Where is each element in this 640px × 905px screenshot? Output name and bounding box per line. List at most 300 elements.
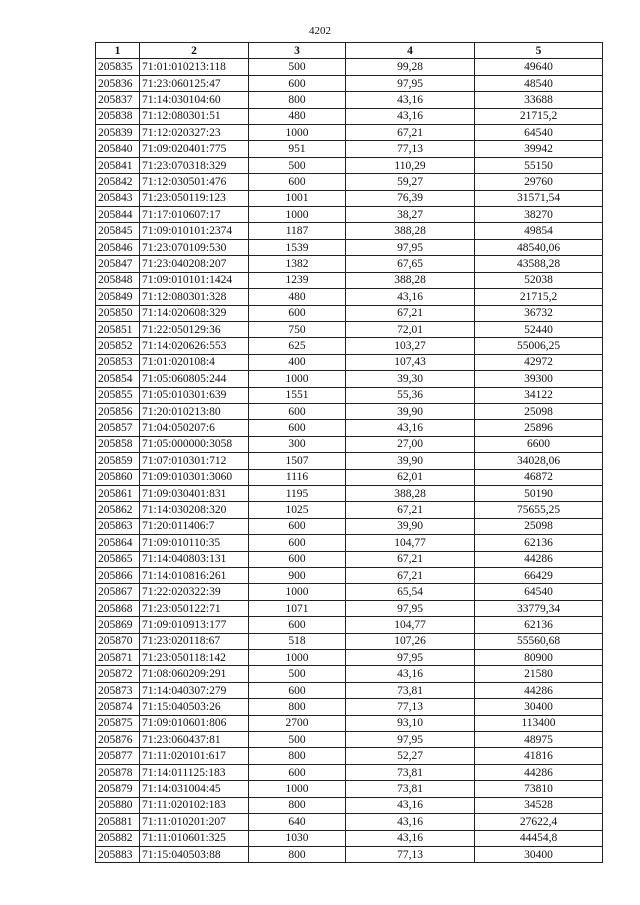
rate-cell: 388,28 [346,223,475,239]
rate-cell: 43,16 [346,92,475,108]
rate-cell: 103,27 [346,338,475,354]
table-row [96,650,603,666]
rate-cell: 73,81 [346,682,475,698]
row-id-cell: 205870 [96,633,140,649]
value-cell: 48975 [475,732,603,748]
value-cell: 44286 [475,682,603,698]
cadastral-number-cell: 71:23:060125:47 [140,75,249,91]
cadastral-number-cell: 71:12:080301:328 [140,289,249,305]
table-row [96,814,603,830]
rate-cell: 67,21 [346,551,475,567]
cadastral-number-cell: 71:11:020101:617 [140,748,249,764]
area-cell: 1000 [249,781,346,797]
value-cell: 25098 [475,403,603,419]
cadastral-number-cell: 71:11:020102:183 [140,797,249,813]
row-id-cell: 205857 [96,420,140,436]
row-id-cell: 205858 [96,436,140,452]
value-cell: 52440 [475,321,603,337]
table-row [96,92,603,108]
row-id-cell: 205837 [96,92,140,108]
table-row [96,699,603,715]
cadastral-number-cell: 71:23:020118:67 [140,633,249,649]
rate-cell: 43,16 [346,289,475,305]
cadastral-number-cell: 71:22:020322:39 [140,584,249,600]
rate-cell: 43,16 [346,666,475,682]
table-row [96,420,603,436]
value-cell: 44454,8 [475,830,603,846]
cadastral-number-cell: 71:12:080301:51 [140,108,249,124]
table-row [96,617,603,633]
rate-cell: 67,21 [346,568,475,584]
area-cell: 800 [249,699,346,715]
area-cell: 1187 [249,223,346,239]
value-cell: 80900 [475,650,603,666]
table-row [96,797,603,813]
cadastral-number-cell: 71:17:010607:17 [140,207,249,223]
row-id-cell: 205882 [96,830,140,846]
row-id-cell: 205869 [96,617,140,633]
row-id-cell: 205835 [96,59,140,75]
value-cell: 21580 [475,666,603,682]
cadastral-number-cell: 71:14:020626:553 [140,338,249,354]
row-id-cell: 205845 [96,223,140,239]
value-cell: 62136 [475,535,603,551]
cadastral-number-cell: 71:07:010301:712 [140,453,249,469]
row-id-cell: 205843 [96,190,140,206]
cadastral-number-cell: 71:01:010213:118 [140,59,249,75]
cadastral-number-cell: 71:23:070318:329 [140,157,249,173]
area-cell: 800 [249,748,346,764]
rate-cell: 43,16 [346,108,475,124]
table-row [96,371,603,387]
area-cell: 600 [249,535,346,551]
table-row [96,584,603,600]
value-cell: 33779,34 [475,600,603,616]
cadastral-number-cell: 71:11:010201:207 [140,814,249,830]
rate-cell: 43,16 [346,830,475,846]
cadastral-number-cell: 71:05:060805:244 [140,371,249,387]
area-cell: 500 [249,732,346,748]
table-row [96,633,603,649]
value-cell: 34528 [475,797,603,813]
table-row [96,600,603,616]
table-row [96,748,603,764]
rate-cell: 97,95 [346,75,475,91]
cadastral-number-cell: 71:05:000000:3058 [140,436,249,452]
row-id-cell: 205848 [96,272,140,288]
area-cell: 625 [249,338,346,354]
cadastral-number-cell: 71:09:010601:806 [140,715,249,731]
row-id-cell: 205881 [96,814,140,830]
row-id-cell: 205876 [96,732,140,748]
value-cell: 31571,54 [475,190,603,206]
area-cell: 480 [249,108,346,124]
row-id-cell: 205849 [96,289,140,305]
row-id-cell: 205856 [96,403,140,419]
value-cell: 55150 [475,157,603,173]
rate-cell: 67,21 [346,502,475,518]
cadastral-number-cell: 71:09:010913:177 [140,617,249,633]
table-row [96,321,603,337]
table-row [96,338,603,354]
value-cell: 44286 [475,551,603,567]
cadastral-number-cell: 71:14:030208:320 [140,502,249,518]
area-cell: 1000 [249,125,346,141]
column-header: 4 [346,43,475,59]
area-cell: 300 [249,436,346,452]
row-id-cell: 205878 [96,764,140,780]
area-cell: 600 [249,682,346,698]
cadastral-number-cell: 71:14:040803:131 [140,551,249,567]
rate-cell: 43,16 [346,420,475,436]
table-row [96,108,603,124]
rate-cell: 73,81 [346,764,475,780]
cadastral-number-cell: 71:08:060209:291 [140,666,249,682]
area-cell: 800 [249,92,346,108]
table-row [96,75,603,91]
value-cell: 25896 [475,420,603,436]
table-row [96,239,603,255]
area-cell: 600 [249,617,346,633]
table-row [96,354,603,370]
row-id-cell: 205852 [96,338,140,354]
table-row [96,223,603,239]
row-id-cell: 205880 [96,797,140,813]
value-cell: 29760 [475,174,603,190]
area-cell: 640 [249,814,346,830]
cadastral-number-cell: 71:14:010816:261 [140,568,249,584]
cadastral-number-cell: 71:12:020327:23 [140,125,249,141]
area-cell: 1382 [249,256,346,272]
value-cell: 113400 [475,715,603,731]
area-cell: 600 [249,518,346,534]
area-cell: 600 [249,305,346,321]
cadastral-number-cell: 71:12:030501:476 [140,174,249,190]
area-cell: 750 [249,321,346,337]
row-id-cell: 205864 [96,535,140,551]
table-row [96,518,603,534]
value-cell: 55560,68 [475,633,603,649]
area-cell: 500 [249,666,346,682]
area-cell: 500 [249,157,346,173]
row-id-cell: 205859 [96,453,140,469]
area-cell: 800 [249,797,346,813]
table-row [96,682,603,698]
registry-table [95,42,603,863]
row-id-cell: 205855 [96,387,140,403]
value-cell: 30400 [475,699,603,715]
row-id-cell: 205868 [96,600,140,616]
area-cell: 600 [249,75,346,91]
area-cell: 1551 [249,387,346,403]
rate-cell: 97,95 [346,239,475,255]
rate-cell: 65,54 [346,584,475,600]
value-cell: 55006,25 [475,338,603,354]
cadastral-number-cell: 71:09:010101:1424 [140,272,249,288]
rate-cell: 73,81 [346,781,475,797]
rate-cell: 39,90 [346,453,475,469]
area-cell: 600 [249,174,346,190]
value-cell: 64540 [475,584,603,600]
area-cell: 2700 [249,715,346,731]
area-cell: 1001 [249,190,346,206]
table-row [96,403,603,419]
area-cell: 600 [249,764,346,780]
row-id-cell: 205853 [96,354,140,370]
value-cell: 73810 [475,781,603,797]
rate-cell: 39,30 [346,371,475,387]
value-cell: 52038 [475,272,603,288]
column-header: 5 [475,43,603,59]
row-id-cell: 205840 [96,141,140,157]
table-row [96,485,603,501]
cadastral-number-cell: 71:09:010301:3060 [140,469,249,485]
table-row [96,502,603,518]
rate-cell: 52,27 [346,748,475,764]
rate-cell: 107,26 [346,633,475,649]
cadastral-number-cell: 71:14:031004:45 [140,781,249,797]
table-row [96,715,603,731]
value-cell: 30400 [475,846,603,862]
row-id-cell: 205872 [96,666,140,682]
rate-cell: 93,10 [346,715,475,731]
rate-cell: 43,16 [346,797,475,813]
area-cell: 1116 [249,469,346,485]
table-header-row [96,43,603,59]
table-row [96,535,603,551]
value-cell: 49854 [475,223,603,239]
table-row [96,781,603,797]
row-id-cell: 205865 [96,551,140,567]
rate-cell: 39,90 [346,518,475,534]
rate-cell: 59,27 [346,174,475,190]
rate-cell: 77,13 [346,141,475,157]
area-cell: 1539 [249,239,346,255]
rate-cell: 76,39 [346,190,475,206]
cadastral-number-cell: 71:23:040208:207 [140,256,249,272]
area-cell: 500 [249,59,346,75]
table-row [96,453,603,469]
value-cell: 66429 [475,568,603,584]
cadastral-number-cell: 71:23:050119:123 [140,190,249,206]
table-row [96,568,603,584]
row-id-cell: 205844 [96,207,140,223]
row-id-cell: 205877 [96,748,140,764]
column-header: 1 [96,43,140,59]
area-cell: 951 [249,141,346,157]
cadastral-number-cell: 71:01:020108:4 [140,354,249,370]
cadastral-number-cell: 71:11:010601:325 [140,830,249,846]
area-cell: 1195 [249,485,346,501]
value-cell: 48540,06 [475,239,603,255]
row-id-cell: 205874 [96,699,140,715]
table-row [96,59,603,75]
table-row [96,256,603,272]
area-cell: 480 [249,289,346,305]
area-cell: 1239 [249,272,346,288]
rate-cell: 43,16 [346,814,475,830]
value-cell: 21715,2 [475,289,603,305]
rate-cell: 62,01 [346,469,475,485]
area-cell: 400 [249,354,346,370]
table-row [96,272,603,288]
table-row [96,551,603,567]
cadastral-number-cell: 71:14:011125:183 [140,764,249,780]
row-id-cell: 205873 [96,682,140,698]
column-header: 2 [140,43,249,59]
row-id-cell: 205839 [96,125,140,141]
value-cell: 62136 [475,617,603,633]
rate-cell: 77,13 [346,846,475,862]
row-id-cell: 205875 [96,715,140,731]
row-id-cell: 205854 [96,371,140,387]
column-header: 3 [249,43,346,59]
value-cell: 43588,28 [475,256,603,272]
area-cell: 600 [249,551,346,567]
table-row [96,289,603,305]
row-id-cell: 205866 [96,568,140,584]
rate-cell: 67,65 [346,256,475,272]
value-cell: 64540 [475,125,603,141]
value-cell: 34028,06 [475,453,603,469]
area-cell: 1025 [249,502,346,518]
value-cell: 46872 [475,469,603,485]
value-cell: 36732 [475,305,603,321]
cadastral-number-cell: 71:14:030104:60 [140,92,249,108]
table-row [96,141,603,157]
area-cell: 800 [249,846,346,862]
table-row [96,190,603,206]
value-cell: 39300 [475,371,603,387]
table-row [96,469,603,485]
table-row [96,830,603,846]
area-cell: 1030 [249,830,346,846]
rate-cell: 39,90 [346,403,475,419]
row-id-cell: 205842 [96,174,140,190]
value-cell: 21715,2 [475,108,603,124]
value-cell: 33688 [475,92,603,108]
row-id-cell: 205863 [96,518,140,534]
area-cell: 600 [249,403,346,419]
value-cell: 38270 [475,207,603,223]
rate-cell: 27,00 [346,436,475,452]
rate-cell: 97,95 [346,732,475,748]
row-id-cell: 205867 [96,584,140,600]
area-cell: 1071 [249,600,346,616]
table-row [96,732,603,748]
cadastral-number-cell: 71:05:010301:639 [140,387,249,403]
table-row [96,305,603,321]
area-cell: 1507 [249,453,346,469]
cadastral-number-cell: 71:09:020401:775 [140,141,249,157]
cadastral-number-cell: 71:23:070109:530 [140,239,249,255]
rate-cell: 104,77 [346,617,475,633]
value-cell: 41816 [475,748,603,764]
cadastral-number-cell: 71:09:010101:2374 [140,223,249,239]
row-id-cell: 205846 [96,239,140,255]
row-id-cell: 205836 [96,75,140,91]
rate-cell: 110,29 [346,157,475,173]
table-row [96,157,603,173]
table-row [96,846,603,862]
cadastral-number-cell: 71:15:040503:88 [140,846,249,862]
row-id-cell: 205883 [96,846,140,862]
value-cell: 50190 [475,485,603,501]
area-cell: 1000 [249,650,346,666]
rate-cell: 38,27 [346,207,475,223]
rate-cell: 388,28 [346,485,475,501]
table-row [96,436,603,452]
rate-cell: 67,21 [346,125,475,141]
table-body [96,59,603,863]
rate-cell: 388,28 [346,272,475,288]
row-id-cell: 205862 [96,502,140,518]
value-cell: 39942 [475,141,603,157]
rate-cell: 97,95 [346,600,475,616]
value-cell: 75655,25 [475,502,603,518]
page-number: 4202 [309,25,331,37]
value-cell: 6600 [475,436,603,452]
cadastral-number-cell: 71:14:020608:329 [140,305,249,321]
rate-cell: 99,28 [346,59,475,75]
rate-cell: 107,43 [346,354,475,370]
cadastral-number-cell: 71:09:030401:831 [140,485,249,501]
value-cell: 42972 [475,354,603,370]
area-cell: 600 [249,420,346,436]
value-cell: 25098 [475,518,603,534]
row-id-cell: 205861 [96,485,140,501]
value-cell: 34122 [475,387,603,403]
value-cell: 48540 [475,75,603,91]
rate-cell: 72,01 [346,321,475,337]
row-id-cell: 205850 [96,305,140,321]
table-row [96,764,603,780]
row-id-cell: 205871 [96,650,140,666]
area-cell: 1000 [249,371,346,387]
table-row [96,174,603,190]
cadastral-number-cell: 71:20:010213:80 [140,403,249,419]
cadastral-number-cell: 71:14:040307:279 [140,682,249,698]
row-id-cell: 205841 [96,157,140,173]
value-cell: 49640 [475,59,603,75]
cadastral-number-cell: 71:20:011406:7 [140,518,249,534]
area-cell: 518 [249,633,346,649]
value-cell: 27622,4 [475,814,603,830]
cadastral-number-cell: 71:23:060437:81 [140,732,249,748]
cadastral-number-cell: 71:23:050122:71 [140,600,249,616]
area-cell: 1000 [249,584,346,600]
rate-cell: 67,21 [346,305,475,321]
row-id-cell: 205847 [96,256,140,272]
cadastral-number-cell: 71:15:040503:26 [140,699,249,715]
area-cell: 900 [249,568,346,584]
table-row [96,207,603,223]
table-row [96,666,603,682]
table-row [96,125,603,141]
row-id-cell: 205851 [96,321,140,337]
cadastral-number-cell: 71:09:010110:35 [140,535,249,551]
cadastral-number-cell: 71:23:050118:142 [140,650,249,666]
area-cell: 1000 [249,207,346,223]
value-cell: 44286 [475,764,603,780]
row-id-cell: 205860 [96,469,140,485]
rate-cell: 104,77 [346,535,475,551]
rate-cell: 97,95 [346,650,475,666]
table-row [96,387,603,403]
row-id-cell: 205879 [96,781,140,797]
cadastral-number-cell: 71:22:050129:36 [140,321,249,337]
rate-cell: 77,13 [346,699,475,715]
